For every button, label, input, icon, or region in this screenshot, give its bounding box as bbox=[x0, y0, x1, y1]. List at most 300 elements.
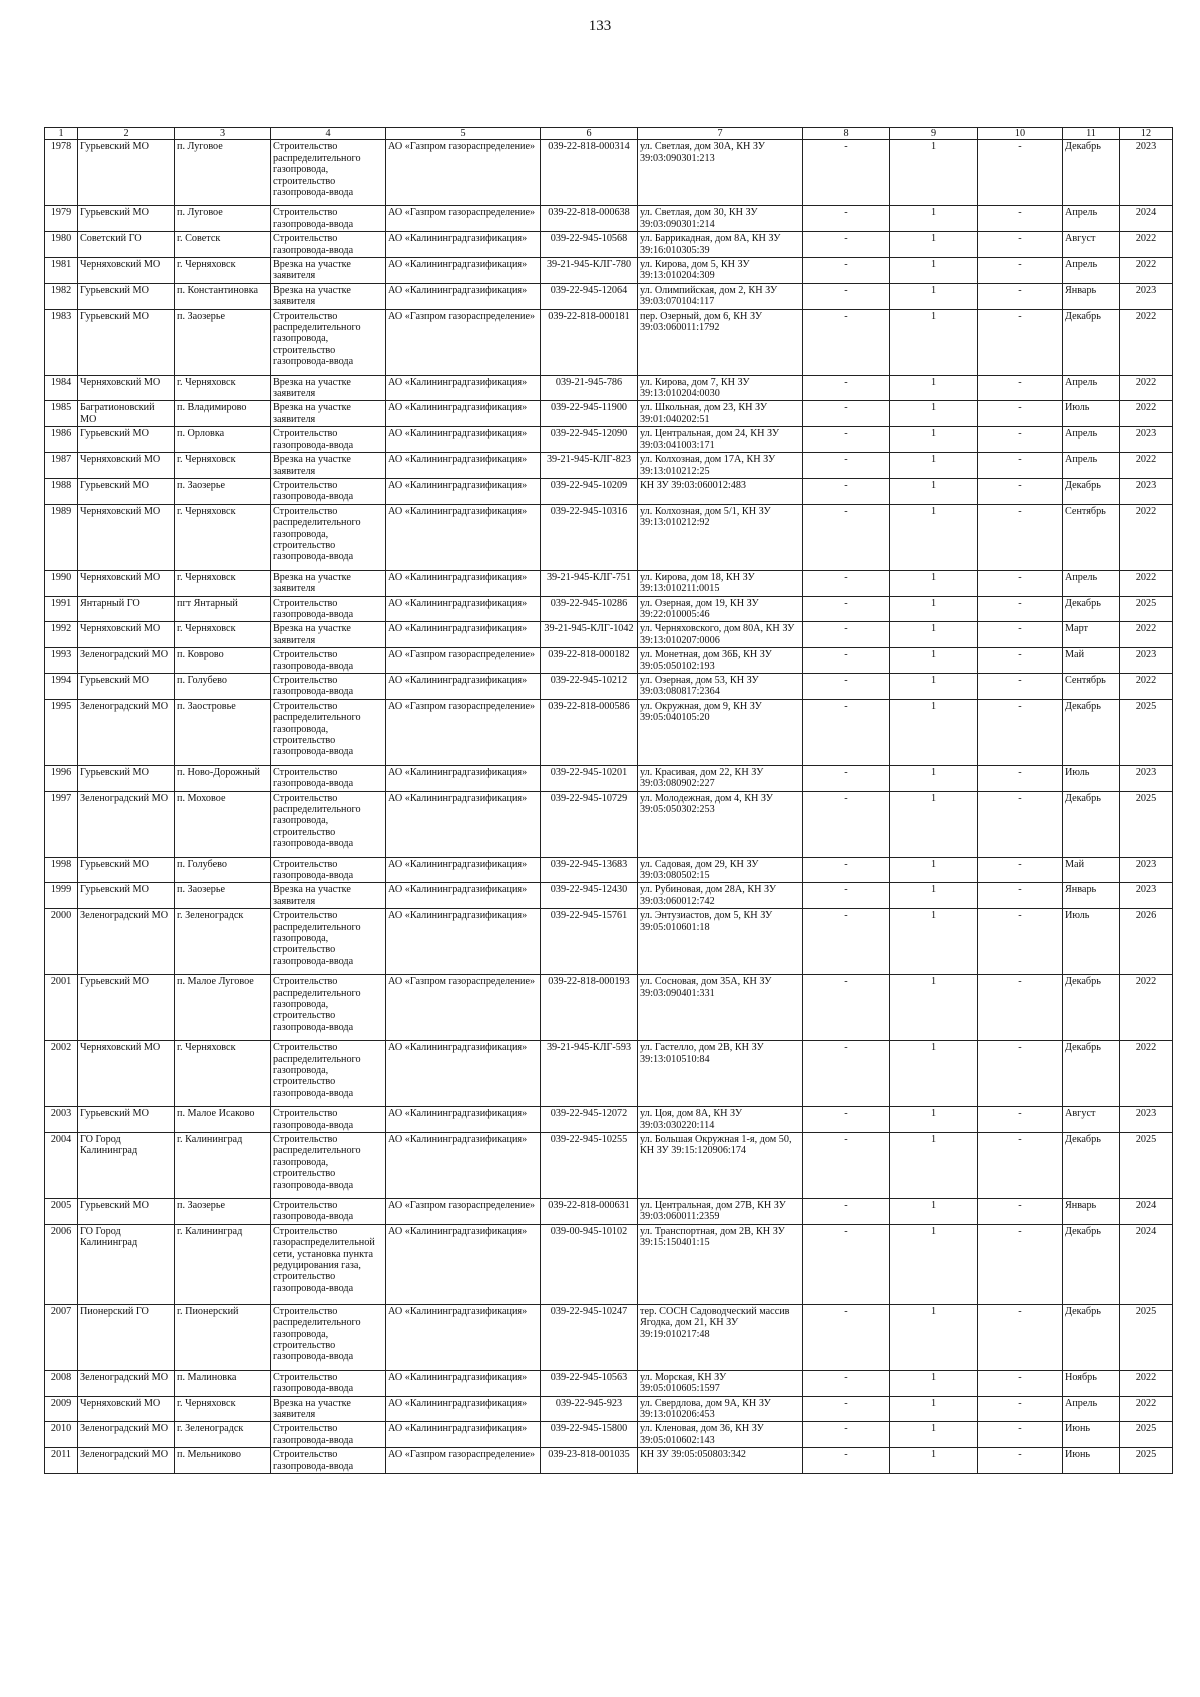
table-cell-col-1: 1993 bbox=[45, 648, 78, 674]
table-cell-col-12: 2022 bbox=[1120, 504, 1173, 570]
table-row bbox=[45, 1304, 1173, 1370]
table-cell-col-3: п. Луговое bbox=[175, 206, 271, 232]
table-cell-col-5: АО «Газпром газораспределение» bbox=[386, 140, 541, 206]
table-cell-col-12: 2022 bbox=[1120, 375, 1173, 401]
table-cell-col-10: - bbox=[978, 1107, 1063, 1133]
table-cell-col-10: - bbox=[978, 622, 1063, 648]
table-cell-col-7: ул. Баррикадная, дом 8А, КН ЗУ 39:16:010305:39 bbox=[638, 232, 803, 258]
table-cell-col-3: г. Пионерский bbox=[175, 1304, 271, 1370]
table-cell-col-7: ул. Цоя, дом 8А, КН ЗУ 39:03:030220:114 bbox=[638, 1107, 803, 1133]
table-cell-col-4: Строительство газопровода-ввода bbox=[271, 857, 386, 883]
table-cell-col-5: АО «Газпром газораспределение» bbox=[386, 309, 541, 375]
table-cell-col-1: 1994 bbox=[45, 673, 78, 699]
table-cell-col-12: 2024 bbox=[1120, 1199, 1173, 1225]
table-cell-col-5: АО «Калининградгазификация» bbox=[386, 375, 541, 401]
table-cell-col-8: - bbox=[803, 622, 890, 648]
table-cell-col-3: п. Голубево bbox=[175, 857, 271, 883]
table-cell-col-5: АО «Газпром газораспределение» bbox=[386, 1448, 541, 1474]
table-cell-col-11: Январь bbox=[1063, 283, 1120, 309]
table-cell-col-2: Черняховский МО bbox=[78, 622, 175, 648]
table-cell-col-5: АО «Калининградгазификация» bbox=[386, 427, 541, 453]
table-row bbox=[45, 673, 1173, 699]
table-cell-col-3: г. Черняховск bbox=[175, 1396, 271, 1422]
table-cell-col-3: п. Малое Исаково bbox=[175, 1107, 271, 1133]
table-cell-col-2: Пионерский ГО bbox=[78, 1304, 175, 1370]
table-cell-col-4: Строительство распределительного газопровода, строительство газопровода-ввода bbox=[271, 699, 386, 765]
table-cell-col-2: Гурьевский МО bbox=[78, 427, 175, 453]
table-cell-col-11: Декабрь bbox=[1063, 596, 1120, 622]
table-cell-col-5: АО «Калининградгазификация» bbox=[386, 453, 541, 479]
table-cell-col-6: 039-22-945-10255 bbox=[541, 1133, 638, 1199]
table-cell-col-9: 1 bbox=[890, 1133, 978, 1199]
table-cell-col-9: 1 bbox=[890, 673, 978, 699]
table-cell-col-6: 039-23-818-001035 bbox=[541, 1448, 638, 1474]
table-row bbox=[45, 258, 1173, 284]
table-cell-col-5: АО «Калининградгазификация» bbox=[386, 883, 541, 909]
table-cell-col-9: 1 bbox=[890, 791, 978, 857]
column-header-9: 9 bbox=[890, 128, 978, 140]
table-cell-col-7: ул. Кирова, дом 18, КН ЗУ 39:13:010211:0015 bbox=[638, 570, 803, 596]
table-cell-col-7: ул. Транспортная, дом 2В, КН ЗУ 39:15:150401:15 bbox=[638, 1224, 803, 1304]
table-cell-col-11: Апрель bbox=[1063, 453, 1120, 479]
table-cell-col-4: Строительство распределительного газопровода, строительство газопровода-ввода bbox=[271, 975, 386, 1041]
table-cell-col-2: Зеленоградский МО bbox=[78, 1448, 175, 1474]
table-cell-col-7: ул. Кирова, дом 5, КН ЗУ 39:13:010204:309 bbox=[638, 258, 803, 284]
table-cell-col-12: 2024 bbox=[1120, 206, 1173, 232]
table-cell-col-2: Черняховский МО bbox=[78, 453, 175, 479]
table-cell-col-3: г. Черняховск bbox=[175, 453, 271, 479]
table-cell-col-8: - bbox=[803, 1422, 890, 1448]
table-cell-col-4: Врезка на участке заявителя bbox=[271, 453, 386, 479]
table-cell-col-3: п. Коврово bbox=[175, 648, 271, 674]
table-cell-col-12: 2025 bbox=[1120, 699, 1173, 765]
table-cell-col-11: Ноябрь bbox=[1063, 1370, 1120, 1396]
table-cell-col-11: Апрель bbox=[1063, 1396, 1120, 1422]
column-header-2: 2 bbox=[78, 128, 175, 140]
table-cell-col-4: Строительство газопровода-ввода bbox=[271, 648, 386, 674]
table-cell-col-12: 2025 bbox=[1120, 1448, 1173, 1474]
table-cell-col-11: Июль bbox=[1063, 765, 1120, 791]
table-cell-col-12: 2022 bbox=[1120, 570, 1173, 596]
table-cell-col-1: 2005 bbox=[45, 1199, 78, 1225]
table-cell-col-11: Апрель bbox=[1063, 570, 1120, 596]
table-cell-col-11: Апрель bbox=[1063, 375, 1120, 401]
table-cell-col-6: 039-21-945-786 bbox=[541, 375, 638, 401]
table-cell-col-6: 039-22-945-10201 bbox=[541, 765, 638, 791]
table-cell-col-10: - bbox=[978, 453, 1063, 479]
table-cell-col-10: - bbox=[978, 258, 1063, 284]
table-cell-col-9: 1 bbox=[890, 1422, 978, 1448]
table-cell-col-1: 1985 bbox=[45, 401, 78, 427]
table-cell-col-8: - bbox=[803, 570, 890, 596]
table-cell-col-1: 1987 bbox=[45, 453, 78, 479]
table-cell-col-12: 2023 bbox=[1120, 883, 1173, 909]
table-cell-col-12: 2025 bbox=[1120, 1133, 1173, 1199]
table-cell-col-11: Июнь bbox=[1063, 1422, 1120, 1448]
table-cell-col-5: АО «Калининградгазификация» bbox=[386, 1224, 541, 1304]
table-row bbox=[45, 1422, 1173, 1448]
table-cell-col-5: АО «Калининградгазификация» bbox=[386, 1133, 541, 1199]
table-cell-col-9: 1 bbox=[890, 1224, 978, 1304]
table-cell-col-7: ул. Колхозная, дом 5/1, КН ЗУ 39:13:010212:92 bbox=[638, 504, 803, 570]
table-row bbox=[45, 504, 1173, 570]
data-table bbox=[44, 127, 1173, 1474]
table-cell-col-2: Гурьевский МО bbox=[78, 1107, 175, 1133]
table-cell-col-12: 2022 bbox=[1120, 1396, 1173, 1422]
column-header-1: 1 bbox=[45, 128, 78, 140]
column-header-3: 3 bbox=[175, 128, 271, 140]
table-cell-col-10: - bbox=[978, 1224, 1063, 1304]
table-cell-col-6: 039-22-818-000586 bbox=[541, 699, 638, 765]
table-cell-col-1: 2003 bbox=[45, 1107, 78, 1133]
table-cell-col-10: - bbox=[978, 648, 1063, 674]
table-cell-col-5: АО «Калининградгазификация» bbox=[386, 673, 541, 699]
table-cell-col-2: Гурьевский МО bbox=[78, 283, 175, 309]
table-cell-col-7: ул. Кирова, дом 7, КН ЗУ 39:13:010204:0030 bbox=[638, 375, 803, 401]
table-cell-col-1: 1990 bbox=[45, 570, 78, 596]
table-cell-col-12: 2022 bbox=[1120, 258, 1173, 284]
table-cell-col-10: - bbox=[978, 140, 1063, 206]
table-cell-col-11: Декабрь bbox=[1063, 1224, 1120, 1304]
table-cell-col-3: г. Черняховск bbox=[175, 1041, 271, 1107]
table-cell-col-1: 1996 bbox=[45, 765, 78, 791]
table-row bbox=[45, 232, 1173, 258]
table-cell-col-5: АО «Газпром газораспределение» bbox=[386, 206, 541, 232]
table-cell-col-1: 2010 bbox=[45, 1422, 78, 1448]
table-cell-col-5: АО «Калининградгазификация» bbox=[386, 622, 541, 648]
table-cell-col-5: АО «Калининградгазификация» bbox=[386, 791, 541, 857]
table-cell-col-1: 2006 bbox=[45, 1224, 78, 1304]
table-cell-col-9: 1 bbox=[890, 1107, 978, 1133]
table-row bbox=[45, 1448, 1173, 1474]
table-cell-col-9: 1 bbox=[890, 857, 978, 883]
table-cell-col-9: 1 bbox=[890, 1396, 978, 1422]
table-cell-col-2: Зеленоградский МО bbox=[78, 1370, 175, 1396]
table-cell-col-4: Строительство газопровода-ввода bbox=[271, 1448, 386, 1474]
table-cell-col-12: 2023 bbox=[1120, 478, 1173, 504]
table-cell-col-4: Врезка на участке заявителя bbox=[271, 622, 386, 648]
table-cell-col-6: 039-22-945-10729 bbox=[541, 791, 638, 857]
table-cell-col-7: ул. Олимпийская, дом 2, КН ЗУ 39:03:070104:117 bbox=[638, 283, 803, 309]
table-cell-col-12: 2025 bbox=[1120, 1422, 1173, 1448]
table-cell-col-1: 1984 bbox=[45, 375, 78, 401]
table-cell-col-7: тер. СОСН Садоводческий массив Ягодка, дом 21, КН ЗУ 39:19:010217:48 bbox=[638, 1304, 803, 1370]
table-cell-col-3: п. Луговое bbox=[175, 140, 271, 206]
table-cell-col-11: Декабрь bbox=[1063, 699, 1120, 765]
table-cell-col-1: 2007 bbox=[45, 1304, 78, 1370]
table-cell-col-1: 1986 bbox=[45, 427, 78, 453]
table-cell-col-12: 2022 bbox=[1120, 232, 1173, 258]
table-cell-col-8: - bbox=[803, 909, 890, 975]
table-cell-col-8: - bbox=[803, 791, 890, 857]
table-row bbox=[45, 1199, 1173, 1225]
table-cell-col-9: 1 bbox=[890, 453, 978, 479]
table-cell-col-12: 2025 bbox=[1120, 791, 1173, 857]
table-cell-col-4: Врезка на участке заявителя bbox=[271, 375, 386, 401]
table-cell-col-3: п. Малиновка bbox=[175, 1370, 271, 1396]
table-cell-col-7: ул. Рубиновая, дом 28А, КН ЗУ 39:03:060012:742 bbox=[638, 883, 803, 909]
table-cell-col-8: - bbox=[803, 699, 890, 765]
table-cell-col-7: ул. Свердлова, дом 9А, КН ЗУ 39:13:010206:453 bbox=[638, 1396, 803, 1422]
table-cell-col-5: АО «Газпром газораспределение» bbox=[386, 1199, 541, 1225]
table-cell-col-2: Черняховский МО bbox=[78, 1041, 175, 1107]
table-cell-col-7: ул. Черняховского, дом 80А, КН ЗУ 39:13:010207:0006 bbox=[638, 622, 803, 648]
table-cell-col-11: Август bbox=[1063, 1107, 1120, 1133]
table-cell-col-10: - bbox=[978, 427, 1063, 453]
table-cell-col-5: АО «Газпром газораспределение» bbox=[386, 699, 541, 765]
table-cell-col-6: 039-22-945-12072 bbox=[541, 1107, 638, 1133]
table-cell-col-8: - bbox=[803, 427, 890, 453]
table-cell-col-5: АО «Калининградгазификация» bbox=[386, 1304, 541, 1370]
table-cell-col-6: 039-22-945-12430 bbox=[541, 883, 638, 909]
table-cell-col-7: ул. Центральная, дом 24, КН ЗУ 39:03:041003:171 bbox=[638, 427, 803, 453]
table-cell-col-12: 2023 bbox=[1120, 857, 1173, 883]
table-cell-col-6: 039-22-945-10316 bbox=[541, 504, 638, 570]
table-cell-col-10: - bbox=[978, 206, 1063, 232]
table-cell-col-12: 2022 bbox=[1120, 622, 1173, 648]
column-header-5: 5 bbox=[386, 128, 541, 140]
table-cell-col-9: 1 bbox=[890, 1199, 978, 1225]
table-cell-col-4: Строительство газопровода-ввода bbox=[271, 1199, 386, 1225]
table-cell-col-11: Сентябрь bbox=[1063, 504, 1120, 570]
table-cell-col-3: г. Черняховск bbox=[175, 258, 271, 284]
table-cell-col-6: 039-22-945-15800 bbox=[541, 1422, 638, 1448]
table-cell-col-4: Строительство газопровода-ввода bbox=[271, 1422, 386, 1448]
table-cell-col-4: Строительство газопровода-ввода bbox=[271, 232, 386, 258]
table-row bbox=[45, 1041, 1173, 1107]
table-cell-col-9: 1 bbox=[890, 478, 978, 504]
table-cell-col-2: Гурьевский МО bbox=[78, 140, 175, 206]
table-cell-col-12: 2023 bbox=[1120, 648, 1173, 674]
table-cell-col-1: 2004 bbox=[45, 1133, 78, 1199]
table-cell-col-8: - bbox=[803, 1107, 890, 1133]
table-row bbox=[45, 596, 1173, 622]
table-cell-col-11: Март bbox=[1063, 622, 1120, 648]
table-cell-col-2: Гурьевский МО bbox=[78, 309, 175, 375]
table-cell-col-12: 2022 bbox=[1120, 401, 1173, 427]
table-cell-col-4: Врезка на участке заявителя bbox=[271, 283, 386, 309]
table-row bbox=[45, 1133, 1173, 1199]
table-cell-col-6: 039-22-945-15761 bbox=[541, 909, 638, 975]
table-cell-col-4: Строительство газопровода-ввода bbox=[271, 1370, 386, 1396]
table-cell-col-6: 039-22-818-000638 bbox=[541, 206, 638, 232]
table-cell-col-5: АО «Калининградгазификация» bbox=[386, 1041, 541, 1107]
table-row bbox=[45, 283, 1173, 309]
table-row bbox=[45, 375, 1173, 401]
table-cell-col-4: Строительство газораспределительной сети, установка пункта редуцирования газа, строительство газопровода-ввода bbox=[271, 1224, 386, 1304]
table-cell-col-5: АО «Калининградгазификация» bbox=[386, 504, 541, 570]
table-cell-col-8: - bbox=[803, 375, 890, 401]
table-cell-col-8: - bbox=[803, 765, 890, 791]
page-number: 133 bbox=[588, 18, 612, 34]
table-cell-col-1: 2009 bbox=[45, 1396, 78, 1422]
table-cell-col-12: 2022 bbox=[1120, 453, 1173, 479]
table-cell-col-4: Строительство распределительного газопровода, строительство газопровода-ввода bbox=[271, 1133, 386, 1199]
table-cell-col-4: Строительство газопровода-ввода bbox=[271, 1107, 386, 1133]
table-cell-col-7: ул. Энтузиастов, дом 5, КН ЗУ 39:05:010601:18 bbox=[638, 909, 803, 975]
table-cell-col-8: - bbox=[803, 283, 890, 309]
table-cell-col-8: - bbox=[803, 258, 890, 284]
table-cell-col-6: 039-22-818-000631 bbox=[541, 1199, 638, 1225]
table-row bbox=[45, 648, 1173, 674]
table-cell-col-12: 2023 bbox=[1120, 1107, 1173, 1133]
table-cell-col-7: ул. Большая Окружная 1-я, дом 50, КН ЗУ 39:15:120906:174 bbox=[638, 1133, 803, 1199]
table-cell-col-9: 1 bbox=[890, 206, 978, 232]
table-cell-col-2: Черняховский МО bbox=[78, 1396, 175, 1422]
table-cell-col-3: п. Малое Луговое bbox=[175, 975, 271, 1041]
table-cell-col-11: Декабрь bbox=[1063, 309, 1120, 375]
table-row bbox=[45, 401, 1173, 427]
table-cell-col-10: - bbox=[978, 765, 1063, 791]
table-cell-col-4: Строительство газопровода-ввода bbox=[271, 673, 386, 699]
table-cell-col-10: - bbox=[978, 1422, 1063, 1448]
table-cell-col-9: 1 bbox=[890, 1304, 978, 1370]
table-cell-col-8: - bbox=[803, 140, 890, 206]
table-cell-col-3: п. Владимирово bbox=[175, 401, 271, 427]
table-cell-col-5: АО «Калининградгазификация» bbox=[386, 909, 541, 975]
column-header-row bbox=[45, 128, 1173, 140]
table-cell-col-3: г. Черняховск bbox=[175, 375, 271, 401]
table-cell-col-10: - bbox=[978, 375, 1063, 401]
table-cell-col-11: Декабрь bbox=[1063, 791, 1120, 857]
table-cell-col-7: ул. Кленовая, дом 36, КН ЗУ 39:05:010602:143 bbox=[638, 1422, 803, 1448]
table-cell-col-2: Зеленоградский МО bbox=[78, 791, 175, 857]
table-cell-col-5: АО «Калининградгазификация» bbox=[386, 258, 541, 284]
table-cell-col-7: ул. Центральная, дом 27В, КН ЗУ 39:03:060011:2359 bbox=[638, 1199, 803, 1225]
table-cell-col-10: - bbox=[978, 1396, 1063, 1422]
table-row bbox=[45, 453, 1173, 479]
table-cell-col-5: АО «Калининградгазификация» bbox=[386, 232, 541, 258]
table-cell-col-7: ул. Молодежная, дом 4, КН ЗУ 39:05:050302:253 bbox=[638, 791, 803, 857]
table-cell-col-1: 1979 bbox=[45, 206, 78, 232]
table-cell-col-3: г. Калининград bbox=[175, 1133, 271, 1199]
table-cell-col-8: - bbox=[803, 478, 890, 504]
table-cell-col-1: 2011 bbox=[45, 1448, 78, 1474]
table-cell-col-9: 1 bbox=[890, 309, 978, 375]
table-cell-col-2: Зеленоградский МО bbox=[78, 909, 175, 975]
table-cell-col-12: 2026 bbox=[1120, 909, 1173, 975]
table-cell-col-11: Май bbox=[1063, 857, 1120, 883]
table-cell-col-11: Январь bbox=[1063, 1199, 1120, 1225]
table-cell-col-6: 039-22-945-10563 bbox=[541, 1370, 638, 1396]
table-cell-col-7: КН ЗУ 39:03:060012:483 bbox=[638, 478, 803, 504]
table-cell-col-10: - bbox=[978, 1448, 1063, 1474]
table-cell-col-11: Июль bbox=[1063, 909, 1120, 975]
table-cell-col-8: - bbox=[803, 1448, 890, 1474]
table-cell-col-10: - bbox=[978, 909, 1063, 975]
table-row bbox=[45, 570, 1173, 596]
table-cell-col-1: 1983 bbox=[45, 309, 78, 375]
table-cell-col-5: АО «Калининградгазификация» bbox=[386, 1422, 541, 1448]
table-cell-col-1: 1992 bbox=[45, 622, 78, 648]
table-cell-col-11: Июнь bbox=[1063, 1448, 1120, 1474]
table-cell-col-9: 1 bbox=[890, 232, 978, 258]
table-cell-col-4: Врезка на участке заявителя bbox=[271, 1396, 386, 1422]
table-cell-col-9: 1 bbox=[890, 1370, 978, 1396]
table-cell-col-4: Строительство распределительного газопровода, строительство газопровода-ввода bbox=[271, 140, 386, 206]
table-cell-col-4: Строительство газопровода-ввода bbox=[271, 596, 386, 622]
table-cell-col-9: 1 bbox=[890, 648, 978, 674]
table-cell-col-7: ул. Сосновая, дом 35А, КН ЗУ 39:03:090401:331 bbox=[638, 975, 803, 1041]
column-header-10: 10 bbox=[978, 128, 1063, 140]
table-cell-col-8: - bbox=[803, 1304, 890, 1370]
table-cell-col-2: Гурьевский МО bbox=[78, 673, 175, 699]
column-header-11: 11 bbox=[1063, 128, 1120, 140]
table-cell-col-11: Апрель bbox=[1063, 258, 1120, 284]
table-cell-col-3: п. Заозерье bbox=[175, 309, 271, 375]
table-cell-col-11: Декабрь bbox=[1063, 1304, 1120, 1370]
table-cell-col-1: 2008 bbox=[45, 1370, 78, 1396]
table-cell-col-1: 2002 bbox=[45, 1041, 78, 1107]
table-cell-col-6: 39-21-945-КЛГ-593 bbox=[541, 1041, 638, 1107]
table-cell-col-8: - bbox=[803, 1133, 890, 1199]
table-cell-col-10: - bbox=[978, 596, 1063, 622]
table-row bbox=[45, 1370, 1173, 1396]
table-cell-col-2: Черняховский МО bbox=[78, 375, 175, 401]
table-cell-col-11: Январь bbox=[1063, 883, 1120, 909]
table-cell-col-7: ул. Колхозная, дом 17А, КН ЗУ 39:13:010212:25 bbox=[638, 453, 803, 479]
table-cell-col-9: 1 bbox=[890, 504, 978, 570]
table-cell-col-9: 1 bbox=[890, 975, 978, 1041]
table-cell-col-10: - bbox=[978, 504, 1063, 570]
table-cell-col-6: 39-21-945-КЛГ-751 bbox=[541, 570, 638, 596]
table-cell-col-8: - bbox=[803, 401, 890, 427]
table-cell-col-8: - bbox=[803, 206, 890, 232]
table-cell-col-2: Гурьевский МО bbox=[78, 857, 175, 883]
table-cell-col-8: - bbox=[803, 673, 890, 699]
table-cell-col-10: - bbox=[978, 232, 1063, 258]
table-cell-col-7: ул. Красивая, дом 22, КН ЗУ 39:03:080902:227 bbox=[638, 765, 803, 791]
table-cell-col-9: 1 bbox=[890, 909, 978, 975]
table-row bbox=[45, 478, 1173, 504]
table-cell-col-6: 039-22-818-000182 bbox=[541, 648, 638, 674]
table-cell-col-6: 39-21-945-КЛГ-823 bbox=[541, 453, 638, 479]
table-cell-col-2: Советский ГО bbox=[78, 232, 175, 258]
table-cell-col-2: Гурьевский МО bbox=[78, 206, 175, 232]
table-row bbox=[45, 309, 1173, 375]
table-cell-col-11: Апрель bbox=[1063, 427, 1120, 453]
table-cell-col-8: - bbox=[803, 1396, 890, 1422]
table-cell-col-10: - bbox=[978, 478, 1063, 504]
table-row bbox=[45, 765, 1173, 791]
table-cell-col-9: 1 bbox=[890, 427, 978, 453]
table-cell-col-11: Август bbox=[1063, 232, 1120, 258]
table-cell-col-5: АО «Калининградгазификация» bbox=[386, 401, 541, 427]
table-cell-col-8: - bbox=[803, 1041, 890, 1107]
column-header-7: 7 bbox=[638, 128, 803, 140]
table-cell-col-8: - bbox=[803, 309, 890, 375]
table-cell-col-10: - bbox=[978, 883, 1063, 909]
table-cell-col-2: Зеленоградский МО bbox=[78, 648, 175, 674]
table-cell-col-11: Декабрь bbox=[1063, 140, 1120, 206]
table-cell-col-5: АО «Калининградгазификация» bbox=[386, 570, 541, 596]
table-cell-col-4: Врезка на участке заявителя bbox=[271, 401, 386, 427]
table-cell-col-10: - bbox=[978, 699, 1063, 765]
table-cell-col-10: - bbox=[978, 1304, 1063, 1370]
table-cell-col-12: 2022 bbox=[1120, 1041, 1173, 1107]
table-cell-col-11: Апрель bbox=[1063, 206, 1120, 232]
table-cell-col-10: - bbox=[978, 570, 1063, 596]
table-cell-col-9: 1 bbox=[890, 765, 978, 791]
table-cell-col-8: - bbox=[803, 596, 890, 622]
table-cell-col-9: 1 bbox=[890, 375, 978, 401]
table-cell-col-3: п. Орловка bbox=[175, 427, 271, 453]
table-cell-col-7: ул. Школьная, дом 23, КН ЗУ 39:01:040202:51 bbox=[638, 401, 803, 427]
table-cell-col-12: 2023 bbox=[1120, 140, 1173, 206]
table-cell-col-3: пгт Янтарный bbox=[175, 596, 271, 622]
table-cell-col-2: Гурьевский МО bbox=[78, 975, 175, 1041]
table-cell-col-10: - bbox=[978, 975, 1063, 1041]
